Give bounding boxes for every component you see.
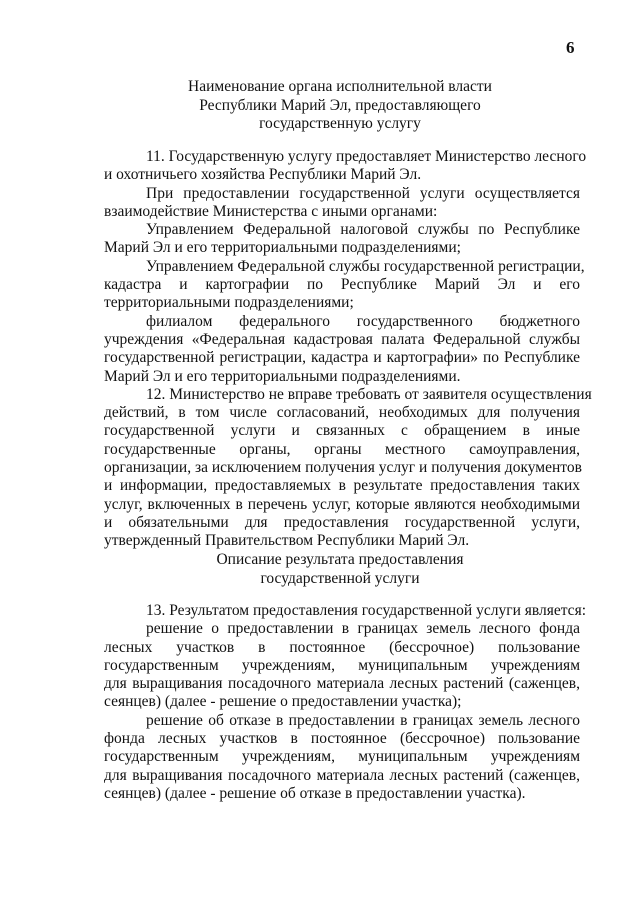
text-line: для выращивания посадочного материала лесных растений (саженцев, (104, 675, 580, 693)
text-line: и охотничьего хозяйства Республики Марий Эл. (104, 166, 422, 184)
section-body-authority (104, 148, 592, 551)
text-line: Управлением Федеральной налоговой службы по Республике (146, 221, 580, 239)
text-line: государственной регистрации, кадастра и картографии» по Республике (104, 349, 580, 367)
text-line: При предоставлении государственной услуги осуществляется (146, 184, 580, 202)
text-line: сеянцев) (далее - решение об отказе в предоставлении участка). (104, 784, 526, 802)
text-line: Марий Эл и его территориальными подразделениями. (104, 367, 461, 385)
text-line: государственным учреждениям, муниципальным учреждениям (104, 656, 580, 674)
text-line: Марий Эл и его территориальными подразделениями; (104, 239, 461, 257)
text-line: решение об отказе в предоставлении в границах земель лесного (146, 711, 580, 729)
text-line: лесных участков в постоянное (бессрочное) пользование (104, 638, 580, 656)
text-line: решение о предоставлении в границах земель лесного фонда (146, 620, 580, 638)
text-line: 12. Министерство не вправе требовать от заявителя осуществления (146, 385, 592, 403)
text-line: Управлением Федеральной службы государственной регистрации, (146, 257, 585, 275)
heading-line: Описание результата предоставления (216, 551, 464, 568)
text-line: и информации, предоставляемых в результате предоставления таких (104, 477, 580, 495)
text-line: территориальными подразделениями; (104, 294, 354, 312)
text-line: и обязательными для предоставления государственной услуги, (104, 513, 580, 531)
text-line: государственной услуги и связанных с обращением в иные (104, 422, 580, 440)
text-line: филиалом федерального государственного бюджетного (146, 312, 580, 330)
text-line: для выращивания посадочного материала лесных растений (саженцев, (104, 766, 580, 784)
heading-line: Наименование органа исполнительной власти (188, 78, 492, 95)
text-line: сеянцев) (далее - решение о предоставлении участка); (104, 693, 462, 711)
text-line: государственным учреждениям, муниципальным учреждениям (104, 748, 580, 766)
text-line: кадастра и картографии по Республике Марий Эл и его (104, 276, 580, 294)
text-line: 13. Результатом предоставления государственной услуги является: (146, 602, 587, 619)
text-line: 11. Государственную услугу предоставляет Министерство лесного (146, 148, 587, 165)
page-number: 6 (566, 38, 575, 57)
section-heading-authority (100, 78, 580, 134)
text-line: учреждения «Федеральная кадастровая палата Федеральной службы (104, 330, 580, 348)
section-heading-result (100, 551, 580, 588)
text-line: организации, за исключением получения услуг и получения документов (104, 459, 582, 477)
text-line: фонда лесных участков в постоянное (бессрочное) пользование (104, 730, 580, 748)
text-line: утвержденный Правительством Республики Марий Эл. (104, 532, 470, 550)
heading-line: государственной услуги (260, 569, 420, 587)
section-body-result (104, 602, 587, 803)
text-line: действий, в том числе согласований, необходимых для получения (104, 404, 580, 422)
heading-line: государственную услугу (259, 115, 421, 132)
heading-line: Республики Марий Эл, предоставляющего (199, 96, 481, 114)
text-line: государственные органы, органы местного самоуправления, (104, 440, 580, 458)
text-line: услуг, включенных в перечень услуг, которые являются необходимыми (104, 495, 580, 513)
text-line: взаимодействие Министерства с иными органами: (104, 202, 438, 220)
